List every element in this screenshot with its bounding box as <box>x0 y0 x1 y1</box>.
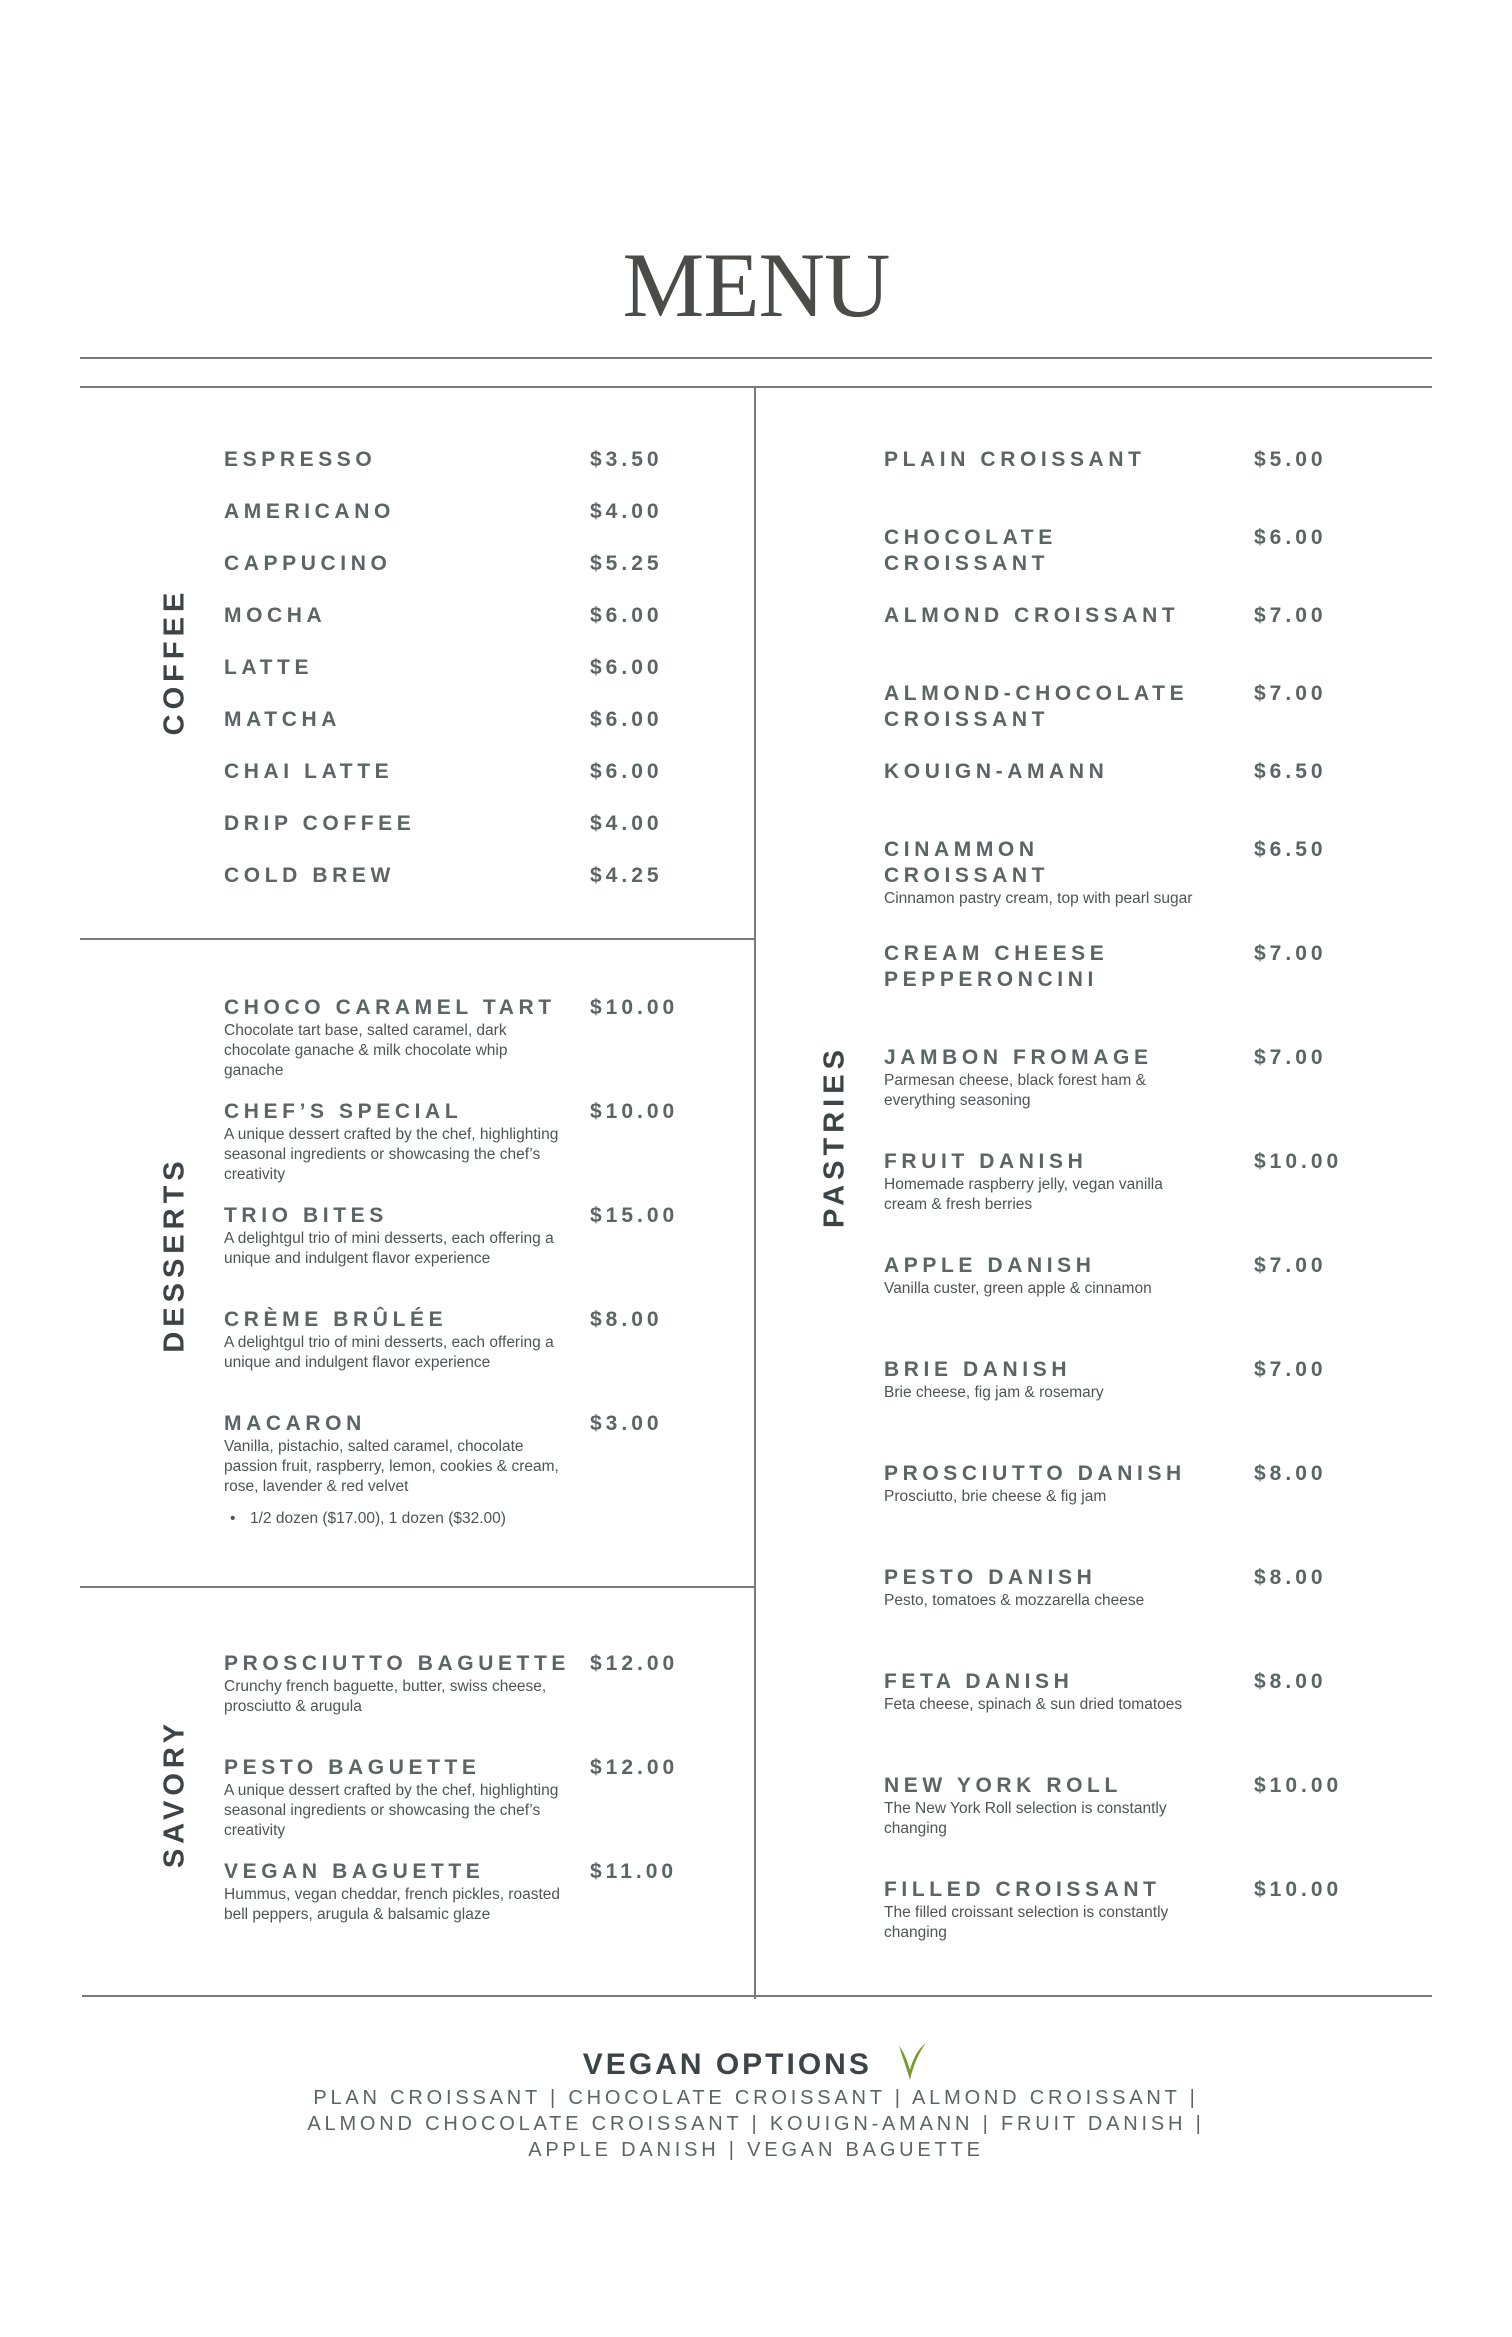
savory-item-price: $12.00 <box>590 1756 679 1779</box>
coffee-item-price: $3.50 <box>590 448 663 471</box>
pastry-item <box>884 1045 1364 1111</box>
coffee-item <box>224 603 814 629</box>
desserts-savory-divider <box>80 1586 755 1588</box>
savory-item-description: A unique dessert crafted by the chef, highlighting seasonal ingredients or showcasing the chef’s creativity <box>224 1782 559 1839</box>
coffee-item-name: MOCHA <box>224 604 327 627</box>
dessert-item-price: $10.00 <box>590 1100 679 1123</box>
coffee-item <box>224 811 814 837</box>
pastry-item-name: FRUIT DANISH <box>884 1150 1088 1173</box>
dessert-item-name: TRIO BITES <box>224 1204 388 1227</box>
coffee-item-name: MATCHA <box>224 708 342 731</box>
dessert-item-description: Chocolate tart base, salted caramel, dark chocolate ganache & milk chocolate whip ganache <box>224 1022 508 1079</box>
coffee-item <box>224 759 814 785</box>
savory-item-name: VEGAN BAGUETTE <box>224 1860 485 1883</box>
pastry-item-description: Homemade raspberry jelly, vegan vanilla cream & fresh berries <box>884 1176 1163 1213</box>
pastry-item <box>884 447 1364 473</box>
bottom-divider <box>82 1995 1432 1997</box>
pastry-item <box>884 1253 1364 1299</box>
savory-section-label: SAVORY <box>158 1718 191 1869</box>
page-title: MENU <box>622 234 890 336</box>
coffee-desserts-divider <box>80 938 755 940</box>
pastry-item <box>884 681 1364 733</box>
pastry-item-price: $7.00 <box>1254 1046 1327 1069</box>
dessert-item <box>224 1203 814 1269</box>
pastry-item-price: $6.00 <box>1254 526 1327 549</box>
pastry-item-name: CREAM CHEESE PEPPERONCINI <box>884 942 1109 991</box>
coffee-item <box>224 447 814 473</box>
vegan-options-line-2: ALMOND CHOCOLATE CROISSANT | KOUIGN-AMANN | FRUIT DANISH | <box>307 2113 1205 2135</box>
pastry-item-price: $8.00 <box>1254 1670 1327 1693</box>
pastry-item <box>884 1669 1364 1715</box>
pastry-item-name: FILLED CROISSANT <box>884 1878 1161 1901</box>
coffee-item-price: $6.00 <box>590 760 663 783</box>
pastry-item-price: $6.50 <box>1254 760 1327 783</box>
top-divider-2 <box>80 386 1432 388</box>
dessert-item <box>224 1307 814 1373</box>
coffee-item <box>224 707 814 733</box>
pastry-item-name: BRIE DANISH <box>884 1358 1072 1381</box>
savory-item-description: Hummus, vegan cheddar, french pickles, roasted bell peppers, arugula & balsamic glaze <box>224 1886 561 1923</box>
savory-item <box>224 1859 814 1925</box>
dessert-item <box>224 1099 814 1185</box>
pastry-item-name: FETA DANISH <box>884 1670 1074 1693</box>
pastry-item-price: $7.00 <box>1254 1358 1327 1381</box>
dessert-item-price: $10.00 <box>590 996 679 1019</box>
vegan-options-title: VEGAN OPTIONS <box>582 2047 872 2081</box>
coffee-item-price: $4.00 <box>590 812 663 835</box>
dessert-item-description: Vanilla, pistachio, salted caramel, chocolate passion fruit, raspberry, lemon, cookies & cream, rose, lavender & red velvet <box>224 1438 559 1495</box>
pastry-item-price: $10.00 <box>1254 1150 1343 1173</box>
pastry-item-name: PROSCIUTTO DANISH <box>884 1462 1186 1485</box>
coffee-item-name: COLD BREW <box>224 864 395 887</box>
coffee-item <box>224 863 814 889</box>
pastry-item-price: $6.50 <box>1254 838 1327 861</box>
dessert-item-name: CHEF’S SPECIAL <box>224 1100 463 1123</box>
savory-item-price: $12.00 <box>590 1652 679 1675</box>
pastry-item-description: Pesto, tomatoes & mozzarella cheese <box>884 1592 1145 1609</box>
pastry-item <box>884 525 1364 577</box>
pastry-item-price: $7.00 <box>1254 682 1327 705</box>
pastry-item <box>884 1565 1364 1611</box>
coffee-item-name: CHAI LATTE <box>224 760 394 783</box>
coffee-item <box>224 499 814 525</box>
pastry-item-name: KOUIGN-AMANN <box>884 760 1109 783</box>
dessert-item-description: A delightgul trio of mini desserts, each offering a unique and indulgent flavor experience <box>224 1230 554 1267</box>
dessert-item <box>224 995 814 1081</box>
pastry-item <box>884 759 1364 785</box>
pastry-item <box>884 603 1364 629</box>
pastry-item-description: Vanilla custer, green apple & cinnamon <box>884 1280 1152 1297</box>
coffee-section-label: COFFEE <box>158 587 191 736</box>
dessert-item-name: CHOCO CARAMEL TART <box>224 996 556 1019</box>
pastry-item-name: CHOCOLATE CROISSANT <box>884 526 1057 575</box>
pastry-item-description: Parmesan cheese, black forest ham & everything seasoning <box>884 1072 1146 1109</box>
dessert-item-name: CRÈME BRÛLÉE <box>224 1308 448 1331</box>
pastry-item-description: The filled croissant selection is constantly changing <box>884 1904 1169 1941</box>
coffee-item-price: $4.25 <box>590 864 663 887</box>
coffee-item <box>224 655 814 681</box>
pastry-item-name: ALMOND-CHOCOLATE CROISSANT <box>884 682 1189 731</box>
dessert-item-price: $15.00 <box>590 1204 679 1227</box>
pastry-item-price: $5.00 <box>1254 448 1327 471</box>
coffee-item-price: $6.00 <box>590 604 663 627</box>
pastry-item <box>884 1461 1364 1507</box>
coffee-item <box>224 551 814 577</box>
savory-item <box>224 1755 814 1841</box>
dessert-item-price: $3.00 <box>590 1412 663 1435</box>
dessert-item-description: A unique dessert crafted by the chef, highlighting seasonal ingredients or showcasing the chef’s creativity <box>224 1126 559 1183</box>
pastry-item-price: $10.00 <box>1254 1774 1343 1797</box>
pastry-item <box>884 941 1364 993</box>
coffee-item-name: LATTE <box>224 656 314 679</box>
pastry-item-name: ALMOND CROISSANT <box>884 604 1180 627</box>
coffee-item-price: $6.00 <box>590 708 663 731</box>
pastry-item <box>884 1149 1364 1215</box>
pastry-item-name: CINAMMON CROISSANT <box>884 838 1050 887</box>
top-divider-1 <box>80 357 1432 359</box>
pastry-item-name: NEW YORK ROLL <box>884 1774 1122 1797</box>
coffee-item-price: $5.25 <box>590 552 663 575</box>
desserts-section-label: DESSERTS <box>158 1156 191 1353</box>
pastry-item-price: $7.00 <box>1254 942 1327 965</box>
pastry-item-price: $10.00 <box>1254 1878 1343 1901</box>
pastry-item-name: JAMBON FROMAGE <box>884 1046 1153 1069</box>
vegan-options-line-1: PLAN CROISSANT | CHOCOLATE CROISSANT | ALMOND CROISSANT | <box>313 2087 1199 2109</box>
pastries-section-label: PASTRIES <box>818 1045 851 1228</box>
savory-item-name: PESTO BAGUETTE <box>224 1756 481 1779</box>
coffee-item-name: CAPPUCINO <box>224 552 392 575</box>
pastry-item-description: Feta cheese, spinach & sun dried tomatoes <box>884 1696 1183 1713</box>
savory-item-name: PROSCIUTTO BAGUETTE <box>224 1652 571 1675</box>
savory-item <box>224 1651 814 1717</box>
savory-item-price: $11.00 <box>590 1860 678 1883</box>
savory-item-description: Crunchy french baguette, butter, swiss cheese, prosciutto & arugula <box>224 1678 547 1715</box>
pastry-item-description: The New York Roll selection is constantly changing <box>884 1800 1167 1837</box>
dessert-item-price: $8.00 <box>590 1308 663 1331</box>
pastry-item-description: Prosciutto, brie cheese & fig jam <box>884 1488 1107 1505</box>
pastry-item-price: $7.00 <box>1254 604 1327 627</box>
dessert-item <box>224 1411 814 1497</box>
pastry-item-description: Brie cheese, fig jam & rosemary <box>884 1384 1104 1401</box>
pastry-item-price: $8.00 <box>1254 1566 1327 1589</box>
coffee-item-price: $4.00 <box>590 500 663 523</box>
coffee-item-name: DRIP COFFEE <box>224 812 416 835</box>
pastry-item-description: Cinnamon pastry cream, top with pearl sugar <box>884 890 1193 907</box>
pastry-item <box>884 1357 1364 1403</box>
coffee-item-name: AMERICANO <box>224 500 395 523</box>
dessert-item-description: A delightgul trio of mini desserts, each offering a unique and indulgent flavor experience <box>224 1334 554 1371</box>
dessert-item-name: MACARON <box>224 1412 366 1435</box>
pastry-item <box>884 1877 1364 1943</box>
coffee-item-price: $6.00 <box>590 656 663 679</box>
pastry-item-name: PLAIN CROISSANT <box>884 448 1146 471</box>
macaron-bullet: • 1/2 dozen ($17.00), 1 dozen ($32.00) <box>232 1510 506 1528</box>
vegan-options-list <box>280 2085 1232 2163</box>
pastry-item-name: APPLE DANISH <box>884 1254 1096 1277</box>
pastry-item-name: PESTO DANISH <box>884 1566 1097 1589</box>
vegan-options-line-3: APPLE DANISH | VEGAN BAGUETTE <box>528 2139 984 2161</box>
pastry-item-price: $7.00 <box>1254 1254 1327 1277</box>
pastry-item <box>884 837 1364 909</box>
pastry-item-price: $8.00 <box>1254 1462 1327 1485</box>
coffee-item-name: ESPRESSO <box>224 448 377 471</box>
pastry-item <box>884 1773 1364 1839</box>
